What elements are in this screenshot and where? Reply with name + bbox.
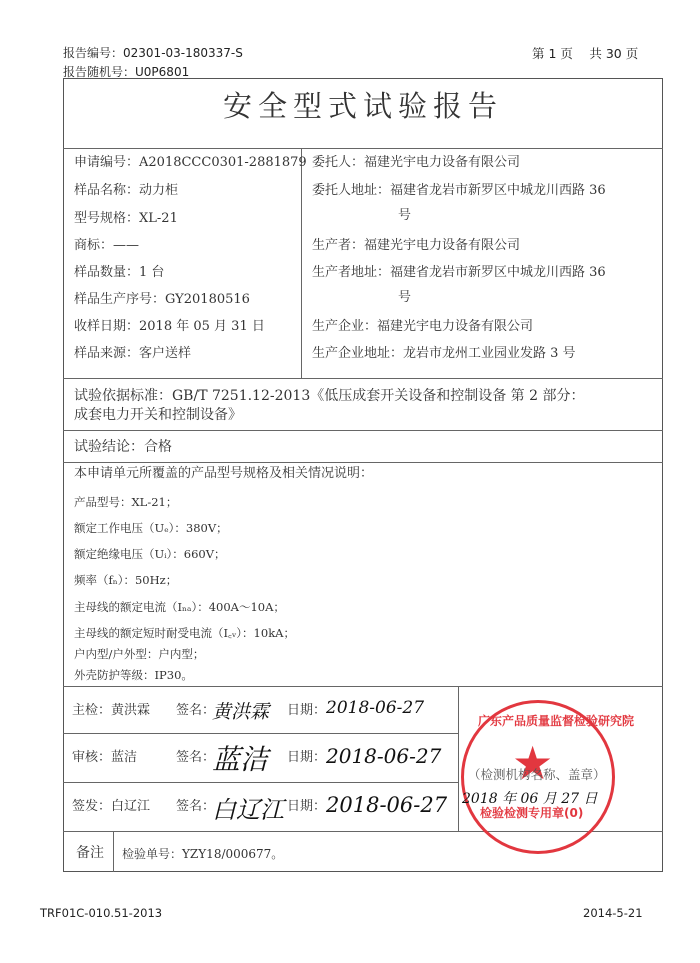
- field-sample-quantity: 样品数量：1 台: [74, 265, 165, 280]
- sign-label: 签名：: [176, 703, 216, 718]
- seal-caption: （检测机构名称、盖章）: [468, 767, 606, 782]
- handwritten-date: 2018-06-27: [326, 744, 442, 768]
- seal-bottom-text: 检验检测专用章(0): [480, 806, 584, 820]
- handwritten-date: 2018-06-27: [326, 698, 425, 718]
- field-client: 委托人：福建光宇电力设备有限公司: [312, 155, 521, 170]
- handwritten-signature: 蓝洁: [212, 743, 269, 776]
- divider: [63, 378, 663, 379]
- divider: [63, 686, 663, 687]
- divider: [301, 148, 302, 378]
- coverage-item: 外壳防护等级：IP30。: [74, 668, 193, 682]
- date-label: 日期：: [287, 750, 327, 765]
- divider: [63, 782, 458, 783]
- coverage-heading: 本申请单元所覆盖的产品型号规格及相关情况说明：: [74, 466, 374, 481]
- coverage-item: 主母线的额定短时耐受电流（I꜀ᵥ）：10kA；: [74, 626, 295, 640]
- conclusion-value: 合格: [144, 439, 172, 455]
- remarks-label: 备注: [76, 845, 104, 861]
- sign-label: 签名：: [176, 799, 216, 814]
- signature-row-approver: 签发：白辽江: [72, 799, 151, 814]
- date-label: 日期：: [287, 703, 327, 718]
- signature-row-reviewer: 审核：蓝洁: [72, 750, 138, 765]
- sign-label: 签名：: [176, 750, 216, 765]
- report-number-value: 02301-03-180337-S: [123, 46, 243, 60]
- field-trademark: 商标：——: [74, 238, 140, 253]
- handwritten-signature: 白辽江: [212, 796, 284, 824]
- handwritten-signature: 黄洪霖: [212, 701, 270, 723]
- field-application-no: 申请编号：A2018CCC0301-2881879: [74, 155, 307, 170]
- report-number-label: 报告编号：: [63, 46, 124, 60]
- form-number: TRF01C-010.51-2013: [40, 906, 163, 920]
- form-date: 2014-5-21: [583, 906, 643, 920]
- coverage-item: 频率（fₙ）：50Hz；: [74, 573, 178, 587]
- coverage-item: 户内型/户外型：户内型；: [74, 647, 205, 661]
- field-manufacturer: 生产者：福建光宇电力设备有限公司: [312, 238, 521, 253]
- divider: [458, 686, 459, 831]
- divider: [63, 462, 663, 463]
- field-client-address: 委托人地址：福建省龙岩市新罗区中城龙川西路 36: [312, 183, 606, 198]
- divider: [63, 733, 458, 734]
- field-manufacturer-address: 生产者地址：福建省龙岩市新罗区中城龙川西路 36: [312, 265, 606, 280]
- signature-row-inspector: 主检：黄洪霖: [72, 703, 151, 718]
- star-icon: ★: [512, 736, 554, 790]
- divider: [113, 831, 114, 872]
- random-number-value: U0P6801: [135, 65, 190, 79]
- field-model: 型号规格：XL-21: [74, 211, 178, 226]
- field-serial-no: 样品生产序号：GY20180516: [74, 292, 250, 307]
- coverage-item: 产品型号：XL-21；: [74, 495, 178, 509]
- coverage-item: 主母线的额定电流（Iₙₐ）：400A～10A；: [74, 600, 285, 614]
- coverage-item: 额定绝缘电压（Uᵢ）：660V；: [74, 547, 226, 561]
- seal-date: 2018 年 06 月 27 日: [462, 791, 598, 807]
- test-standard-line1: 试验依据标准：GB/T 7251.12-2013《低压成套开关设备和控制设备 第 2 部分：: [74, 388, 585, 404]
- test-conclusion: 试验结论：合格: [74, 439, 172, 455]
- random-number-label: 报告随机号：: [63, 65, 136, 79]
- divider: [63, 430, 663, 431]
- page-info: 第 1 页 共 30 页: [532, 46, 639, 61]
- page-title: 安全型式试验报告: [222, 89, 503, 123]
- remarks-value: 检验单号：YZY18/000677。: [122, 847, 284, 861]
- field-sample-source: 样品来源：客户送样: [74, 346, 192, 361]
- handwritten-date: 2018-06-27: [326, 793, 448, 817]
- field-sample-name: 样品名称：动力柜: [74, 183, 179, 198]
- date-label: 日期：: [287, 799, 327, 814]
- field-factory: 生产企业：福建光宇电力设备有限公司: [312, 319, 534, 334]
- seal-org-name: 广东产品质量监督检验研究院: [478, 714, 635, 728]
- field-manufacturer-address-cont: 号: [398, 290, 412, 305]
- report-number: [63, 44, 243, 61]
- field-factory-address: 生产企业地址：龙岩市龙州工业园业发路 3 号: [312, 346, 576, 361]
- test-standard-line2: 成套电力开关和控制设备》: [74, 407, 242, 423]
- coverage-item: 额定工作电压（Uₑ）：380V；: [74, 521, 228, 535]
- divider: [63, 148, 663, 149]
- field-client-address-cont: 号: [398, 208, 412, 223]
- field-received-date: 收样日期：2018 年 05 月 31 日: [74, 319, 265, 334]
